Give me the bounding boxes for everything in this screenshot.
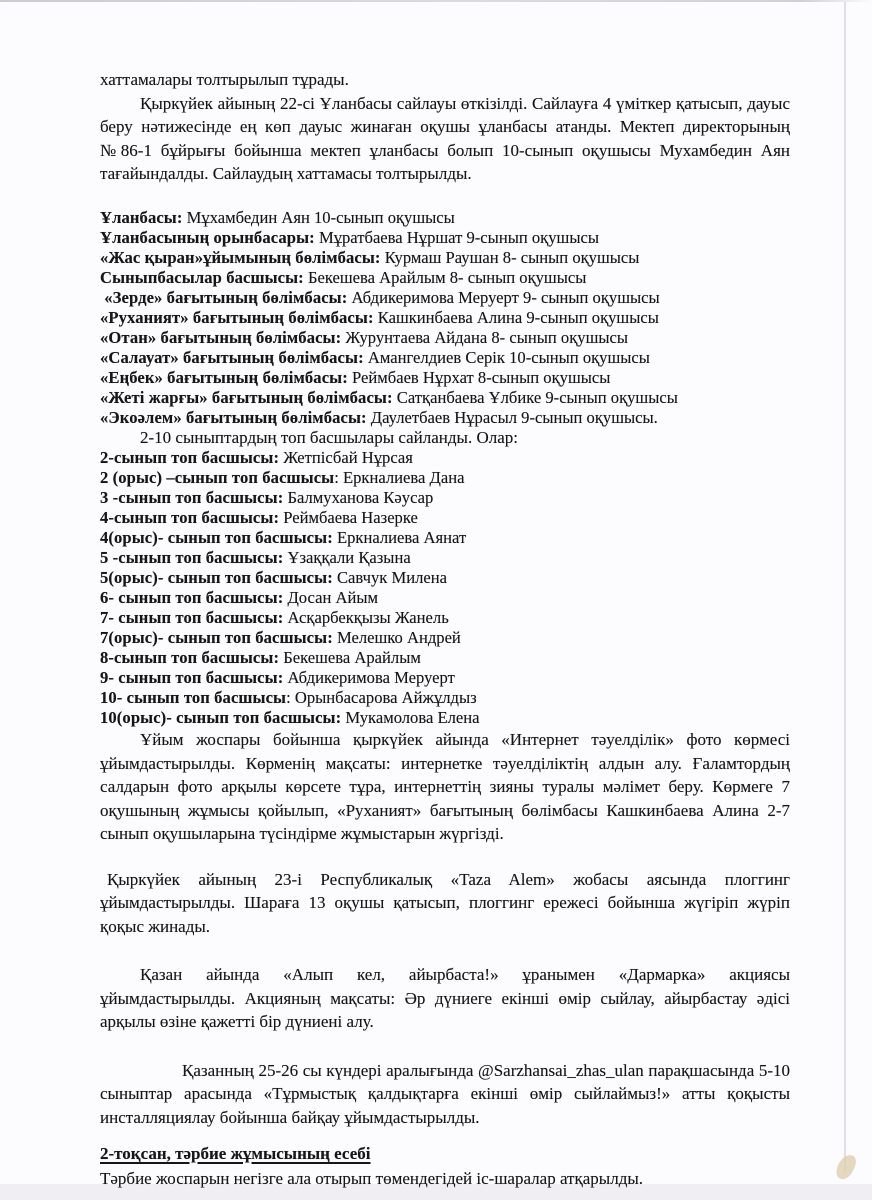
group-leader-value: Еркналиева Аянат — [332, 528, 467, 547]
spacer — [100, 186, 790, 208]
role-label: «Экоәлем» бағытының бөлімбасы: — [100, 407, 367, 427]
scan-right-edge-artifact — [844, 2, 846, 1172]
role-label: «Салауат» бағытының бөлімбасы: — [100, 347, 364, 367]
group-leader-item — [100, 488, 790, 508]
group-leader-value: Абдикеримова Меруерт — [283, 668, 455, 687]
group-leader-item — [100, 688, 790, 708]
role-value: Сатқанбаева Ұлбике 9-сынып оқушысы — [392, 387, 678, 407]
role-label: «Зерде» бағытының бөлімбасы: — [100, 287, 348, 307]
role-label: «Жас қыран»ұйымының бөлімбасы: — [100, 247, 381, 267]
role-label: «Жеті жарғы» бағытының бөлімбасы: — [100, 387, 393, 407]
group-leader-item — [100, 628, 790, 648]
role-value: Абдикеримова Меруерт 9- сынып оқушысы — [347, 287, 660, 307]
group-leader-value: Асқарбекқызы Жанель — [283, 608, 449, 627]
group-leader-label: 5(орыс)- сынып топ басшысы: — [100, 568, 333, 587]
group-leader-item — [100, 588, 790, 608]
group-leader-value: Жетпісбай Нұрсая — [279, 448, 413, 467]
role-value: Мұхамбедин Аян 10-сынып оқушысы — [182, 207, 455, 227]
role-label: «Отан» бағытының бөлімбасы: — [100, 327, 342, 347]
group-leader-value: : Орынбасарова Айжұлдыз — [286, 688, 477, 707]
role-assignment-item — [100, 328, 790, 348]
group-leader-item — [100, 608, 790, 628]
group-leader-value: Реймбаева Назерке — [279, 508, 418, 527]
spacer — [100, 846, 790, 868]
spacer — [100, 1034, 790, 1059]
group-leader-item — [100, 508, 790, 528]
role-assignment-item — [100, 208, 790, 228]
role-assignment-item — [100, 248, 790, 268]
group-leader-value: Балмуханова Кәусар — [283, 488, 434, 507]
role-value: Реймбаев Нұрхат 8-сынып оқушысы — [347, 367, 611, 387]
role-assignment-item — [100, 408, 790, 428]
group-leader-item — [100, 708, 790, 728]
role-value: Мұратбаева Нұршат 9-сынып оқушысы — [314, 227, 599, 247]
paragraph-plogging: Қыркүйек айының 23-і Республикалық «Taza Alem» жобасы аясында плоггинг ұйымдастырылды. Шараға 13 оқушы қатысып, плоггинг ережесі бойынша жүгіріп жүріп қоқыс жинады. — [100, 869, 790, 936]
section-heading-term2: 2-тоқсан, тәрбие жұмысының есебі — [100, 1144, 371, 1163]
group-leader-label: 10- сынып топ басшысы — [100, 688, 287, 707]
paragraph-exhibition: Ұйым жоспары бойынша қыркүйек айында «Интернет тәуелділік» фото көрмесі ұйымдастырылды. Көрменің мақсаты: интернетке тәуелділіктің алдын алу. Ғаламтордың салдарын фото арқылы көрсете тұра, интернеттің зияны туралы мәлімет беру. Көрмеге 7 оқушының жұмысы қойылып, «Руханият» бағытының бөлімбасы Кашкинбаева Алина 2-7 сынып оқушыларына түсіндірме жұмыстарын жүргізді. — [100, 730, 790, 843]
group-leader-label: 2-сынып топ басшысы: — [100, 448, 280, 467]
role-assignment-item — [100, 308, 790, 328]
role-value: Амангелдиев Серік 10-сынып оқушысы — [363, 347, 650, 367]
role-value: Бекешева Арайлым 8- сынып оқушысы — [303, 267, 587, 287]
group-leader-label: 4-сынып топ басшысы: — [100, 508, 280, 527]
role-assignment-item — [100, 228, 790, 248]
group-leader-item — [100, 448, 790, 468]
group-leader-item — [100, 468, 790, 488]
group-leaders-intro: 2-10 сыныптардың топ басшылары сайланды. Олар: — [140, 427, 519, 447]
group-leader-label: 3 -сынып топ басшысы: — [100, 488, 284, 507]
role-value: Журунтаева Айдана 8- сынып оқушысы — [341, 327, 629, 347]
group-leader-label: 7(орыс)- сынып топ басшысы: — [100, 628, 333, 647]
role-assignment-item — [100, 268, 790, 288]
role-assignment-item — [100, 288, 790, 308]
group-leader-label: 4(орыс)- сынып топ басшысы: — [100, 528, 333, 547]
role-value: Кашкинбаева Алина 9-сынып оқушысы — [373, 307, 659, 327]
paragraph-contest: Қазанның 25-26 сы күндері аралығында @Sarzhansai_zhas_ulan парақшасында 5-10 сыныптар арасында «Тұрмыстық қалдықтарға екінші өмір сыйлаймыз!» атты қоқысты инсталляциялау бойынша байқау ұйымдастырылды. — [100, 1060, 790, 1127]
group-leader-label: 9- сынып топ басшысы: — [100, 668, 284, 687]
spacer — [100, 938, 790, 963]
paragraph-continuation: хаттамалары толтырылып тұрады. — [100, 70, 349, 89]
role-assignment-item — [100, 348, 790, 368]
role-label: «Руханият» бағытының бөлімбасы: — [100, 307, 374, 327]
role-label: Ұланбасының орынбасары: — [100, 227, 315, 247]
scan-top-edge-artifact — [0, 0, 872, 2]
group-leader-value: Досан Айым — [283, 588, 378, 607]
role-assignment-item — [100, 368, 790, 388]
group-leader-label: 8-сынып топ басшысы: — [100, 648, 280, 667]
role-assignments-list — [100, 208, 790, 428]
group-leader-value: Мелешко Андрей — [332, 628, 461, 647]
group-leader-label: 10(орыс)- сынып топ басшысы: — [100, 708, 342, 727]
group-leader-item — [100, 668, 790, 688]
group-leader-item — [100, 528, 790, 548]
section-intro-term2: Тәрбие жоспарын негізге ала отырып төмендегідей іс-шаралар атқарылды. — [100, 1169, 644, 1188]
group-leader-item — [100, 648, 790, 668]
role-value: Даулетбаев Нұрасыл 9-сынып оқушысы. — [366, 407, 658, 427]
role-label: Ұланбасы: — [100, 207, 183, 227]
group-leader-value: : Еркналиева Дана — [334, 468, 465, 487]
document-body — [100, 68, 790, 1191]
group-leader-item — [100, 548, 790, 568]
paragraph-election: Қыркүйек айының 22-сі Ұланбасы сайлауы өткізілді. Сайлауға 4 үміткер қатысып, дауыс беру нәтижесінде ең көп дауыс жинаған оқушы ұланбасы атанды. Мектеп директорының №86-1 бұйрығы бойынша мектеп ұланбасы болып 10-сынып оқушысы Мухамбедин Аян тағайындалды. Сайлаудың хаттамасы толтырылды. — [100, 93, 790, 183]
role-value: Курмаш Раушан 8- сынып оқушысы — [380, 247, 640, 267]
group-leaders-list — [100, 448, 790, 728]
group-leader-value: Мукамолова Елена — [341, 708, 480, 727]
role-assignment-item — [100, 388, 790, 408]
role-label: Сыныпбасылар басшысы: — [100, 267, 304, 287]
group-leader-value: Бекешева Арайлым — [279, 648, 421, 667]
group-leader-item — [100, 568, 790, 588]
group-leader-value: Савчук Милена — [332, 568, 447, 587]
group-leader-value: Ұзаққали Қазына — [283, 548, 411, 567]
role-label: «Еңбек» бағытының бөлімбасы: — [100, 367, 348, 387]
group-leader-label: 2 (орыс) –сынып топ басшысы — [100, 468, 335, 487]
scan-smudge-artifact — [833, 1152, 858, 1182]
group-leader-label: 6- сынып топ басшысы: — [100, 588, 284, 607]
group-leader-label: 5 -сынып топ басшысы: — [100, 548, 284, 567]
group-leader-label: 7- сынып топ басшысы: — [100, 608, 284, 627]
paragraph-darmarka: Қазан айында «Алып кел, айырбаста!» ұранымен «Дармарка» акциясы ұйымдастырылды. Акцияның мақсаты: Әр дүниеге екінші өмір сыйлау, айырбастау әдісі арқылы өзіне қажетті бір дүниені алу. — [100, 965, 790, 1031]
